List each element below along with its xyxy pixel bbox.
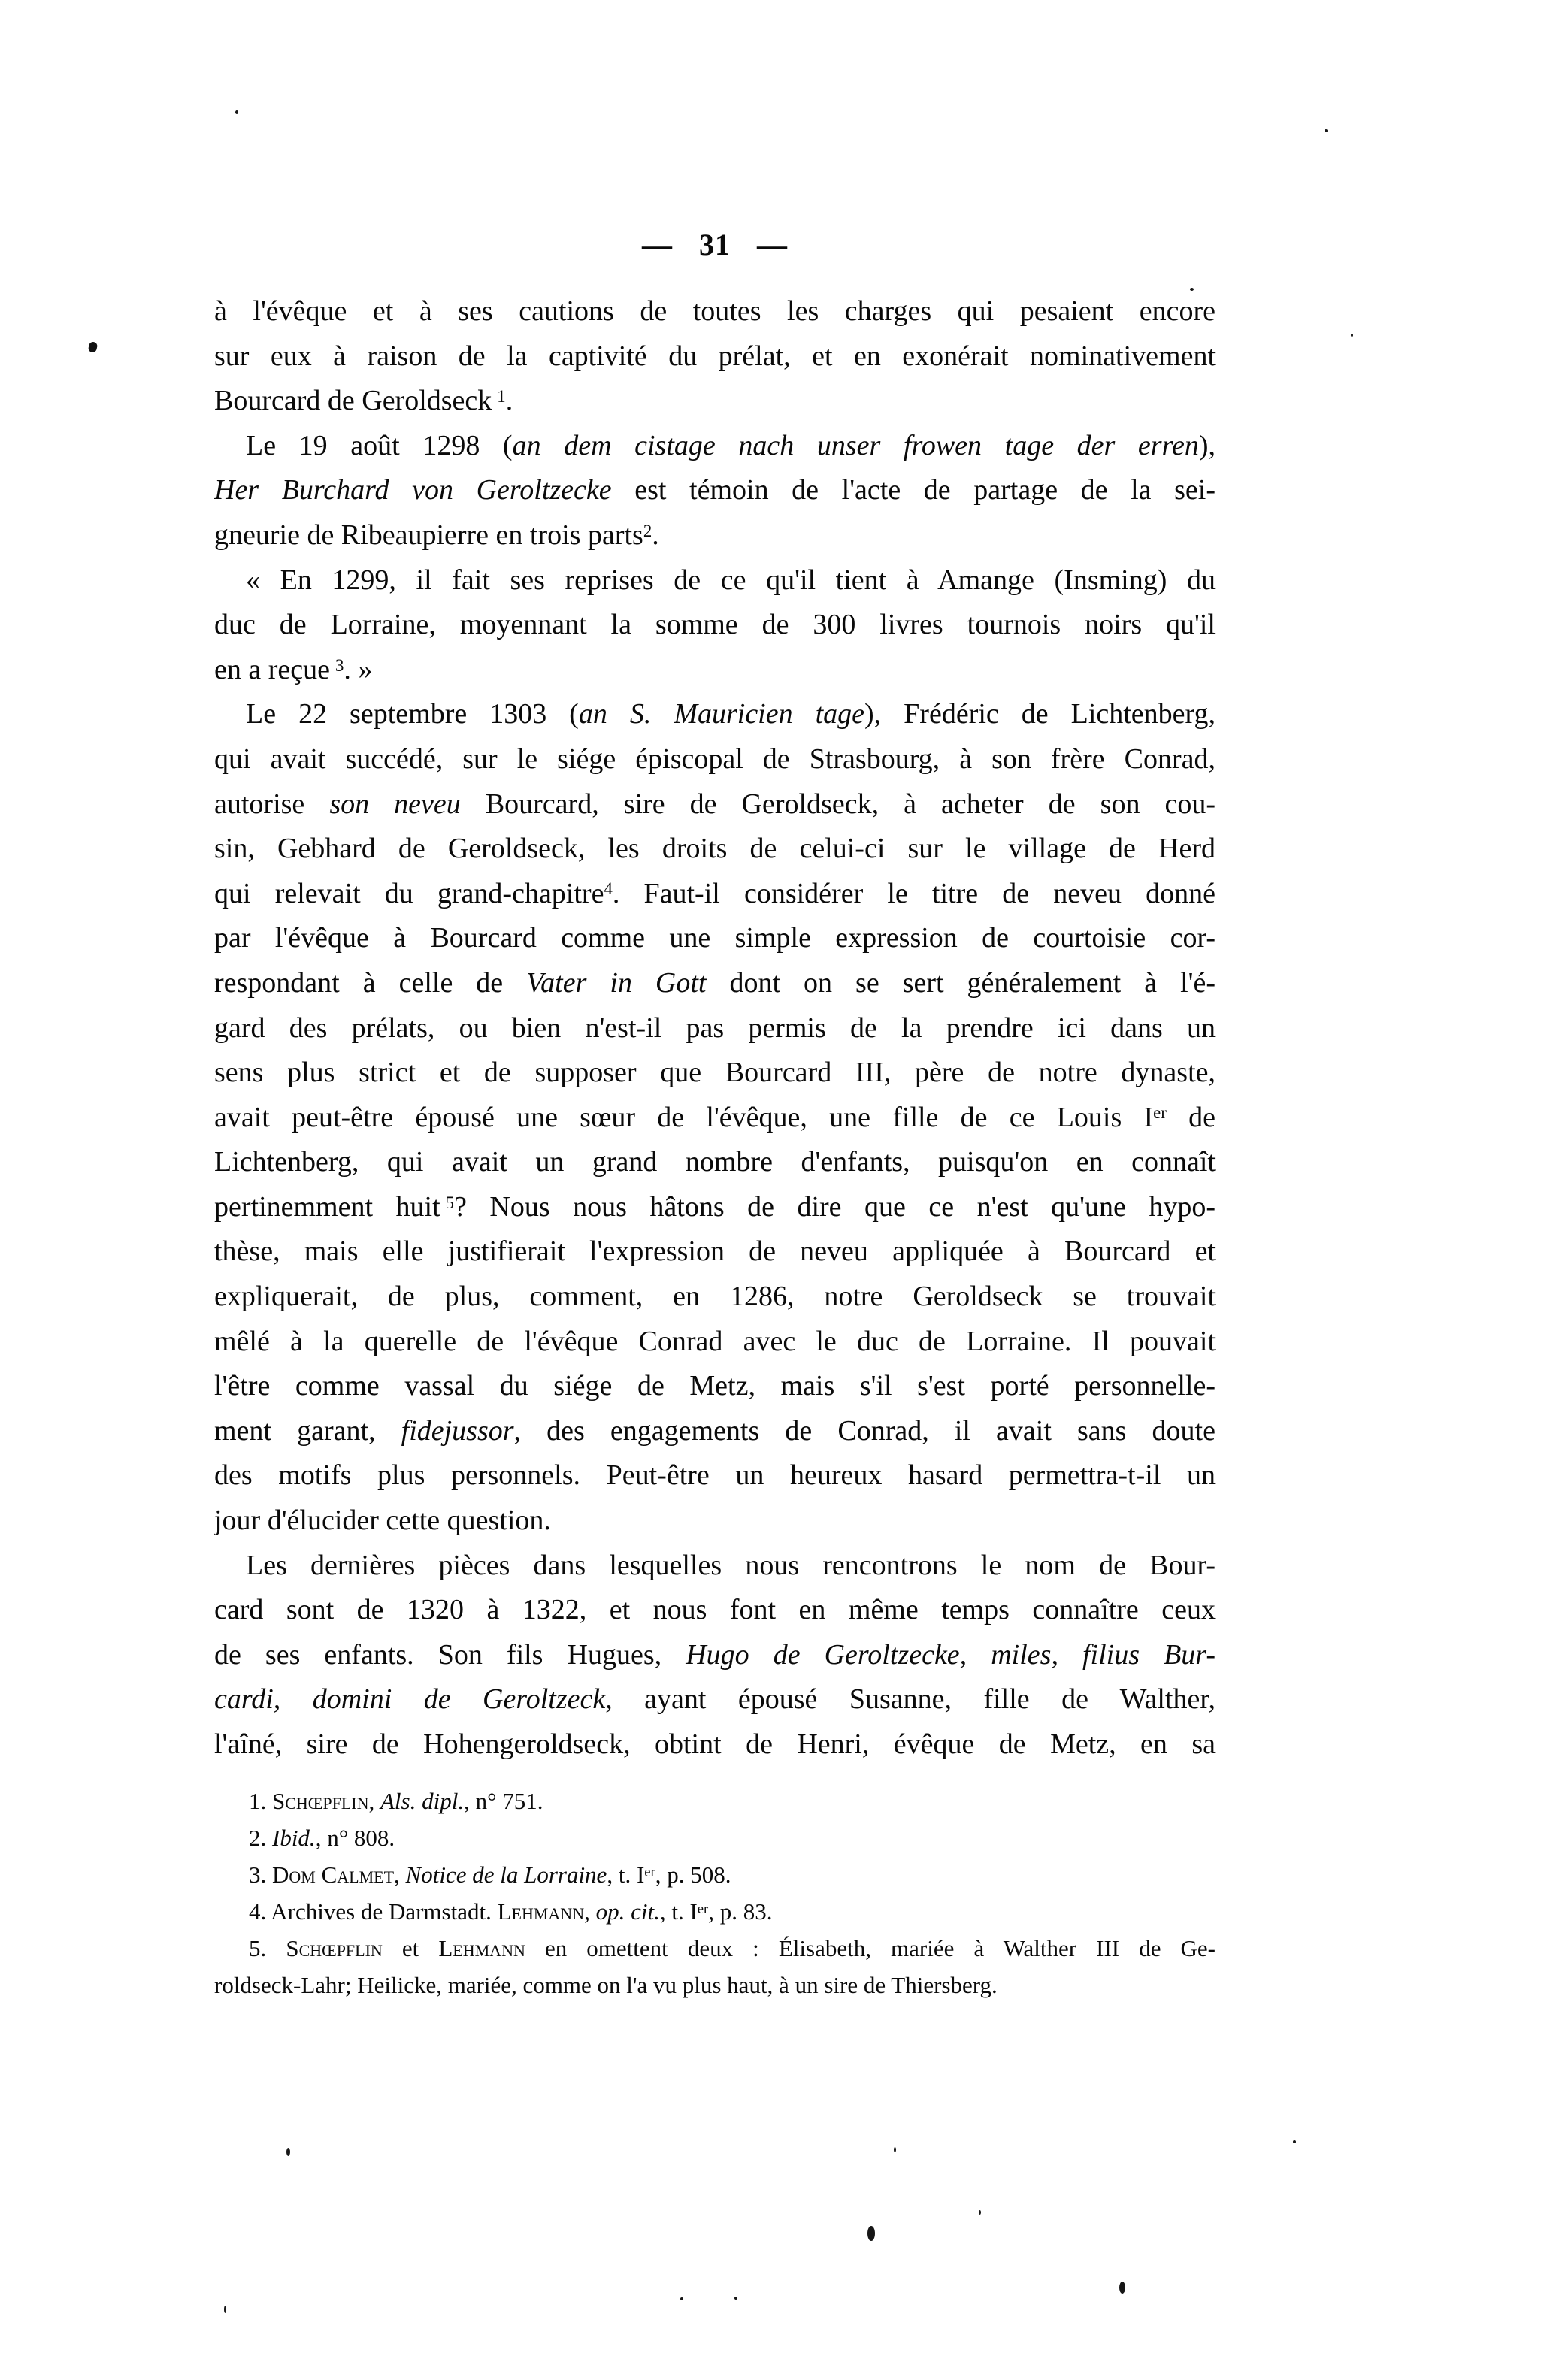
scan-speck (867, 2226, 875, 2241)
text-line (214, 1930, 1216, 1967)
text-segment: Lichtenberg, qui avait un grand nombre d'enfants, puisqu'on en connaît (214, 1146, 1216, 1178)
text-segment: Lehmann (497, 1898, 585, 1925)
text-segment: qui avait succédé, sur le siége épiscopal de Strasbourg, à son frère Conrad, (214, 742, 1216, 775)
scan-speck (224, 2306, 226, 2313)
text-segment: pertinemment huit (214, 1190, 440, 1223)
text-line (214, 1893, 1216, 1930)
text-segment: Schœpflin (286, 1935, 383, 1961)
text-segment: op. cit. (595, 1898, 660, 1925)
text-line (214, 1364, 1216, 1409)
footnote-marker: 3 (335, 655, 344, 675)
text-segment: Schœpflin (272, 1788, 369, 1814)
text-line (214, 1967, 1216, 2003)
scan-speck (286, 2148, 290, 2156)
margin-dot (88, 341, 98, 353)
text-segment: sens plus strict et de supposer que Bourcard III, père de notre dynaste, (214, 1057, 1216, 1089)
text-segment: l'être comme vassal du siége de Metz, mais s'il s'est porté personnelle- (214, 1370, 1216, 1402)
text-segment: Hugo de Geroltzecke, miles, filius Bur- (686, 1638, 1216, 1671)
text-segment: , (394, 1861, 406, 1888)
text-segment: respondant à celle de (214, 966, 527, 999)
text-segment: Bourcard de Geroldseck (214, 385, 492, 417)
text-segment: à l'évêque et à ses cautions de toutes les charges qui pesaient encore (214, 295, 1216, 327)
text-segment: , n° 808. (315, 1825, 395, 1851)
text-segment: an dem cistage nach unser frowen tage der erren (512, 429, 1199, 461)
text-line (214, 334, 1216, 380)
text-line (214, 289, 1216, 334)
scan-speck (1119, 2282, 1125, 2294)
text-line (214, 1006, 1216, 1051)
footnote-marker: er (644, 1864, 655, 1880)
text-segment: gard des prélats, ou bien n'est-il pas permis de la prendre ici dans un (214, 1012, 1216, 1044)
text-segment: . Faut-il considérer le titre de neveu donné (612, 877, 1216, 909)
text-segment: fidejussor (401, 1414, 514, 1447)
text-segment: de ses enfants. Son fils Hugues, (214, 1638, 686, 1671)
text-line (214, 424, 1216, 469)
text-segment: l'aîné, sire de Hohengeroldseck, obtint de Henri, évêque de Metz, en sa (214, 1728, 1216, 1760)
text-segment: de (1166, 1101, 1216, 1133)
text-segment: Le 19 août 1298 ( (246, 429, 513, 461)
text-segment: avait peut-être épousé une sœur de l'évêque, une fille de ce Louis I (214, 1101, 1154, 1133)
text-line (214, 603, 1216, 648)
text-segment: mêlé à la querelle de l'évêque Conrad avec le duc de Lorraine. Il pouvait (214, 1325, 1216, 1357)
text-segment: qui relevait du grand-chapitre (214, 877, 604, 909)
text-segment: cardi, domini de Geroltzeck (214, 1683, 606, 1716)
text-segment: , (584, 1898, 596, 1925)
text-line (214, 692, 1216, 737)
footnote-marker: 5 (445, 1193, 455, 1212)
footnote-marker: er (1153, 1103, 1167, 1123)
text-line (214, 1588, 1216, 1633)
text-line (214, 1229, 1216, 1275)
text-segment: Ibid. (272, 1825, 316, 1851)
text-segment: card sont de 1320 à 1322, et nous font en même temps connaître ceux (214, 1594, 1216, 1626)
text-line (214, 1722, 1216, 1768)
text-line (214, 1856, 1216, 1893)
text-segment: sur eux à raison de la captivité du prélat, et en exonérait nominativement (214, 340, 1216, 372)
text-segment: , t. I (607, 1861, 645, 1888)
text-line (214, 827, 1216, 872)
text-segment: et (382, 1935, 439, 1961)
text-line (214, 1140, 1216, 1185)
scan-speck (1351, 334, 1353, 337)
scan-speck (235, 110, 238, 114)
text-line (214, 737, 1216, 782)
text-segment: . » (344, 653, 373, 685)
text-line (214, 1051, 1216, 1096)
text-line (214, 1185, 1216, 1230)
text-line (214, 1409, 1216, 1454)
text-segment: thèse, mais elle justifierait l'expression de neveu appliquée à Bourcard et (214, 1235, 1216, 1268)
scan-speck (979, 2210, 981, 2215)
text-line (214, 558, 1216, 603)
text-segment: son neveu (329, 788, 461, 820)
text-segment: gneurie de Ribeaupierre en trois parts (214, 519, 643, 551)
text-segment: , p. 508. (655, 1861, 731, 1888)
text-line (214, 1320, 1216, 1365)
text-line (214, 961, 1216, 1006)
text-line (214, 872, 1216, 917)
text-segment: ), (1198, 429, 1216, 461)
text-segment: par l'évêque à Bourcard comme une simple expression de courtoisie cor- (214, 922, 1216, 954)
text-segment: « En 1299, il fait ses reprises de ce qu'il tient à Amange (Insming) du (246, 564, 1216, 596)
text-segment: ment garant, (214, 1414, 401, 1447)
text-line (214, 1544, 1216, 1589)
footnotes (214, 1783, 1216, 2003)
body-text (214, 289, 1216, 1768)
text-segment: , p. 83. (708, 1898, 773, 1925)
scan-speck (680, 2297, 683, 2300)
scan-speck (734, 2297, 737, 2300)
text-segment: , t. I (659, 1898, 698, 1925)
footnote-marker: 2 (643, 521, 652, 540)
text-segment: , des engagements de Conrad, il avait sans doute (513, 1414, 1216, 1447)
scan-speck (1293, 2140, 1296, 2143)
text-segment: dont on se sert généralement à l'é- (706, 966, 1216, 999)
text-segment: . (505, 385, 513, 417)
text-segment: . (652, 519, 659, 551)
text-segment: , ayant épousé Susanne, fille de Walther, (605, 1683, 1216, 1716)
text-line (214, 1819, 1216, 1856)
text-segment: duc de Lorraine, moyennant la somme de 300 livres tournois noirs qu'il (214, 609, 1216, 641)
text-segment: sin, Gebhard de Geroldseck, les droits de celui-ci sur le village de Herd (214, 833, 1216, 865)
text-segment: , n° 751. (464, 1788, 543, 1814)
text-line (214, 1783, 1216, 1819)
text-segment: Her Burchard von Geroltzecke (214, 474, 612, 507)
text-line (214, 648, 1216, 693)
text-line (214, 1096, 1216, 1141)
text-segment: , (368, 1788, 380, 1814)
text-line (214, 1677, 1216, 1722)
text-segment: 1. (249, 1788, 272, 1814)
text-segment: Le 22 septembre 1303 ( (246, 698, 579, 730)
text-line (214, 1453, 1216, 1498)
footnote-marker: 1 (497, 386, 506, 406)
text-segment: ? Nous nous hâtons de dire que ce n'est qu'une hypo- (454, 1190, 1216, 1223)
scan-speck (1190, 288, 1194, 291)
text-line (214, 1633, 1216, 1678)
text-segment: Vater in Gott (526, 966, 707, 999)
text-segment: autorise (214, 788, 330, 820)
scan-speck (894, 2147, 896, 2152)
text-segment: expliquerait, de plus, comment, en 1286, notre Geroldseck se trouvait (214, 1281, 1216, 1313)
footnote-marker: er (697, 1901, 709, 1917)
scan-speck (1325, 129, 1328, 132)
page-number: — 31 — (642, 228, 788, 262)
text-segment: roldseck-Lahr; Heilicke, mariée, comme on l'a vu plus haut, à un sire de Thiersberg. (214, 1972, 998, 1998)
text-segment: en omettent deux : Élisabeth, mariée à Walther III de Ge- (525, 1935, 1216, 1961)
text-segment: 5. (249, 1935, 286, 1961)
text-line (214, 468, 1216, 513)
text-segment: Lehmann (438, 1935, 525, 1961)
text-line (214, 1498, 1216, 1544)
text-segment: des motifs plus personnels. Peut-être un heureux hasard permettra-t-il un (214, 1459, 1216, 1492)
text-segment: an S. Mauricien tage (578, 698, 865, 730)
text-segment: 3. (249, 1861, 272, 1888)
text-line (214, 1275, 1216, 1320)
text-segment: Dom Calmet (272, 1861, 395, 1888)
text-segment: Bourcard, sire de Geroldseck, à acheter de son cou- (460, 788, 1216, 820)
text-segment: Notice de la Lorraine (405, 1861, 607, 1888)
text-segment: Les dernières pièces dans lesquelles nous rencontrons le nom de Bour- (246, 1549, 1216, 1581)
text-segment: ), Frédéric de Lichtenberg, (864, 698, 1216, 730)
text-segment: 4. Archives de Darmstadt. (249, 1898, 498, 1925)
footnote-marker: 4 (604, 879, 613, 899)
text-line (214, 782, 1216, 827)
text-segment: Als. dipl. (380, 1788, 465, 1814)
text-segment: 2. (249, 1825, 272, 1851)
text-line (214, 916, 1216, 961)
text-segment: jour d'élucider cette question. (214, 1505, 551, 1537)
text-line (214, 513, 1216, 558)
text-line (214, 379, 1216, 424)
text-segment: en a reçue (214, 653, 330, 685)
text-segment: est témoin de l'acte de partage de la sei- (611, 474, 1216, 507)
